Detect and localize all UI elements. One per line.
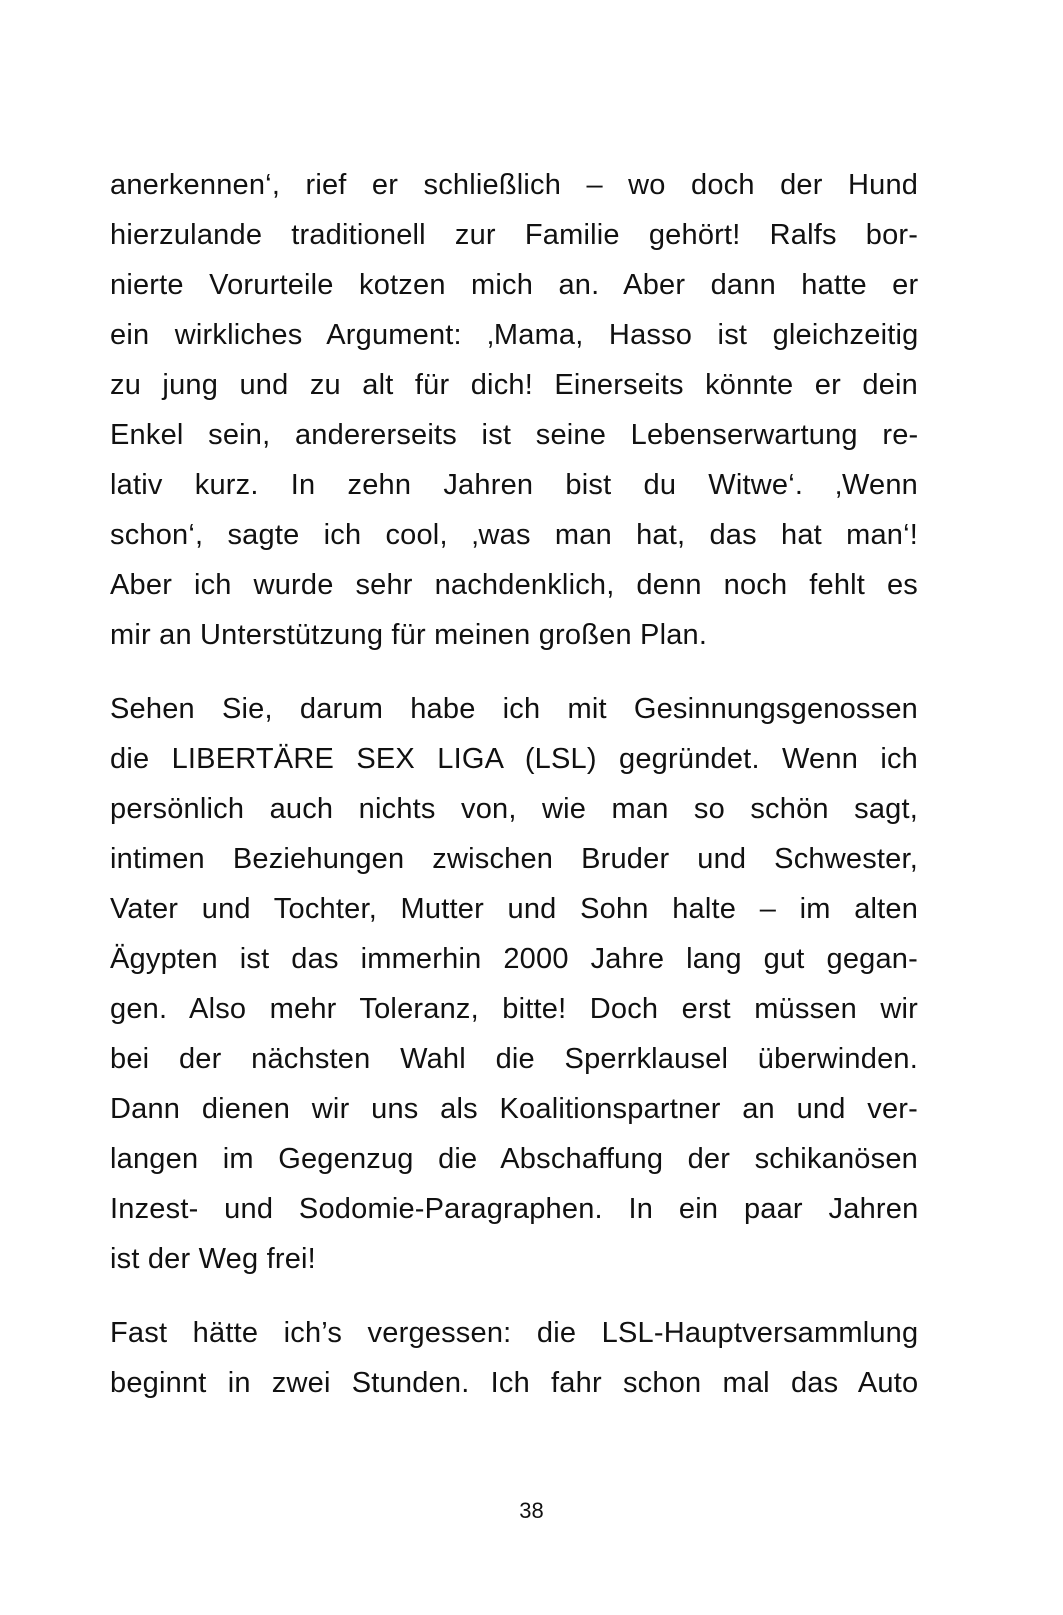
text-line: Inzest- und Sodomie-Paragraphen. In ein paar Jahren xyxy=(110,1193,919,1225)
text-line: hierzulande traditionell zur Familie gehört! Ralfs bor- xyxy=(110,219,919,251)
page-number: 38 xyxy=(519,1498,544,1523)
text-line: Ägypten ist das immerhin 2000 Jahre lang gut gegan- xyxy=(110,943,918,975)
body-text xyxy=(110,160,918,1408)
text-line: Dann dienen wir uns als Koalitionspartner an und ver- xyxy=(110,1093,918,1125)
text-line: die LIBERTÄRE SEX LIGA (LSL) gegründet. Wenn ich xyxy=(110,743,918,775)
text-line: persönlich auch nichts von, wie man so schön sagt, xyxy=(110,793,918,825)
text-line: anerkennen‘, rief er schließlich – wo doch der Hund xyxy=(110,169,919,201)
paragraph-1 xyxy=(110,160,918,660)
text-line: ein wirkliches Argument: ‚Mama, Hasso ist gleichzeitig xyxy=(110,319,919,351)
paragraph-3 xyxy=(110,1308,918,1408)
text-line: Fast hätte ich’s vergessen: die LSL-Hauptversammlung xyxy=(110,1317,919,1349)
paragraph-2 xyxy=(110,684,918,1284)
text-line: Aber ich wurde sehr nachdenklich, denn noch fehlt es xyxy=(110,569,918,601)
text-line: nierte Vorurteile kotzen mich an. Aber dann hatte er xyxy=(110,269,919,301)
text-line: mir an Unterstützung für meinen großen Plan. xyxy=(110,619,708,651)
text-line: Sehen Sie, darum habe ich mit Gesinnungsgenossen xyxy=(110,693,918,725)
text-line: intimen Beziehungen zwischen Bruder und Schwester, xyxy=(110,843,918,875)
text-line: Enkel sein, andererseits ist seine Lebenserwartung re- xyxy=(110,419,919,451)
text-line: gen. Also mehr Toleranz, bitte! Doch erst müssen wir xyxy=(110,993,918,1025)
text-line: bei der nächsten Wahl die Sperrklausel überwinden. xyxy=(110,1043,918,1075)
text-line: lativ kurz. In zehn Jahren bist du Witwe‘. ‚Wenn xyxy=(110,469,918,501)
text-line: Vater und Tochter, Mutter und Sohn halte – im alten xyxy=(110,893,919,925)
text-line: langen im Gegenzug die Abschaffung der schikanösen xyxy=(110,1143,918,1175)
text-line: ist der Weg frei! xyxy=(110,1243,316,1275)
text-line: beginnt in zwei Stunden. Ich fahr schon mal das Auto xyxy=(110,1367,919,1399)
text-line: schon‘, sagte ich cool, ‚was man hat, das hat man‘! xyxy=(110,519,918,551)
text-line: zu jung und zu alt für dich! Einerseits könnte er dein xyxy=(110,369,918,401)
